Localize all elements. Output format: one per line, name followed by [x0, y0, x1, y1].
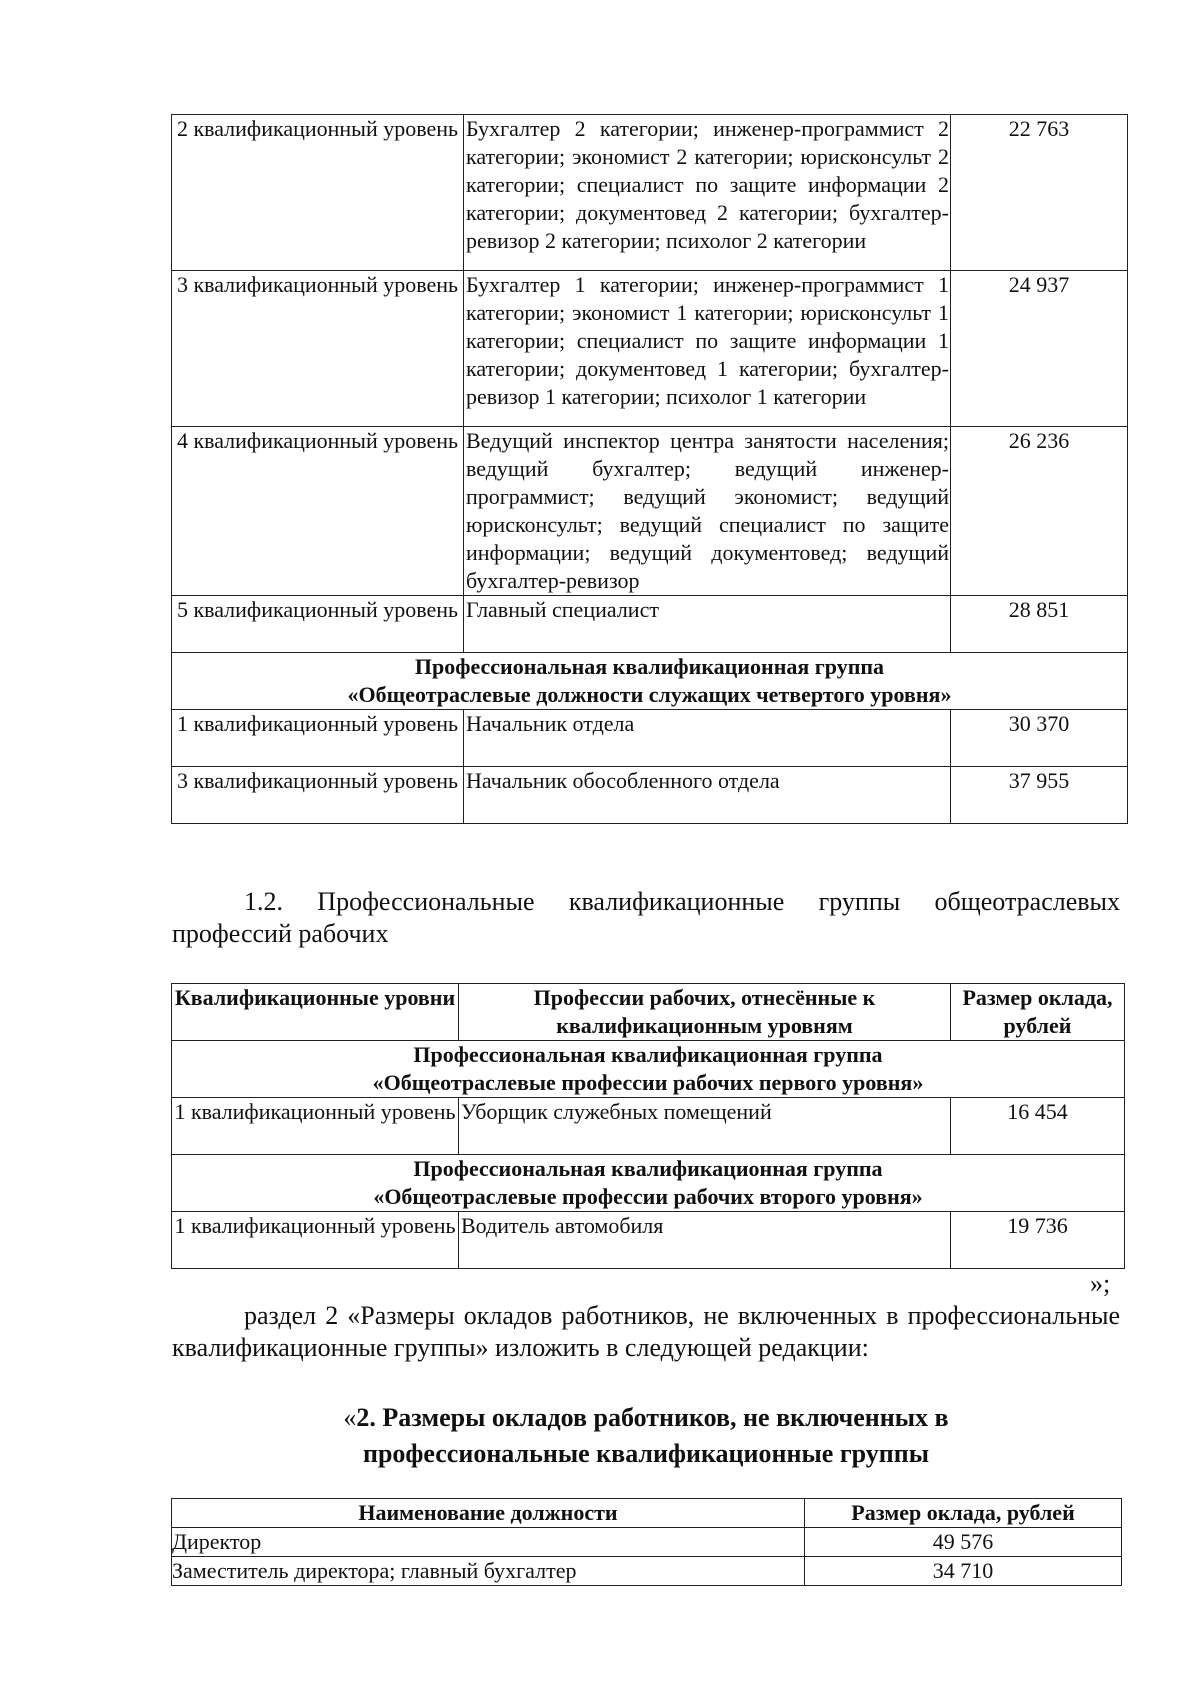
group-title-cell	[172, 1155, 1125, 1212]
salary-cell: 49 576	[805, 1528, 1122, 1557]
level-cell: 2 квалификационный уровень	[172, 115, 464, 271]
table-row	[172, 596, 1128, 653]
group-row	[172, 1041, 1125, 1098]
group-title-cell	[172, 1041, 1125, 1098]
table-row	[172, 1528, 1122, 1557]
paragraph-line: профессий рабочих	[172, 919, 389, 948]
salary-cell: 16 454	[951, 1098, 1125, 1155]
heading-line: профессиональные квалификационные группы	[362, 1439, 930, 1468]
heading-line: 2. Размеры окладов работников, не включенных в	[356, 1403, 949, 1432]
column-header: Размер оклада, рублей	[805, 1499, 1122, 1528]
column-header: Размер оклада, рублей	[951, 984, 1125, 1041]
salary-cell: 19 736	[951, 1212, 1125, 1269]
opening-quote: «	[343, 1403, 357, 1432]
salaries-table	[171, 1498, 1122, 1586]
column-header: Наименование должности	[172, 1499, 805, 1528]
position-name-cell: Директор	[172, 1528, 805, 1557]
header-row	[172, 984, 1125, 1041]
group-title-line: «Общеотраслевые профессии рабочих первого уровня»	[372, 1070, 924, 1095]
salary-cell: 30 370	[951, 710, 1128, 767]
table-row	[172, 1212, 1125, 1269]
positions-cell: Бухгалтер 1 категории; инженер-программист 1 категории; экономист 1 категории; юрисконсульт 1 категории; специалист по защите информации 1 категории; документовед 1 категории; бухгалтер-ревизор 1 категории; психолог 1 категории	[464, 271, 951, 427]
group-title-line: Профессиональная квалификационная группа	[414, 654, 885, 679]
header-row	[172, 1499, 1122, 1528]
closing-quote: »;	[1090, 1269, 1111, 1298]
table-row	[172, 115, 1128, 271]
salary-cell: 34 710	[805, 1557, 1122, 1586]
table-row	[172, 710, 1128, 767]
table-row	[172, 1098, 1125, 1155]
positions-cell: Начальник отдела	[464, 710, 951, 767]
section-2-paragraph	[172, 1300, 1120, 1364]
table-row	[172, 767, 1128, 824]
position-name-cell: Заместитель директора; главный бухгалтер	[172, 1557, 805, 1586]
group-title-line: Профессиональная квалификационная группа	[413, 1042, 883, 1067]
column-header: Квалификационные уровни	[172, 984, 459, 1041]
salary-cell: 22 763	[951, 115, 1128, 271]
positions-cell: Главный специалист	[464, 596, 951, 653]
level-cell: 5 квалификационный уровень	[172, 596, 464, 653]
level-cell: 1 квалификационный уровень	[172, 1098, 459, 1155]
group-title-line: «Общеотраслевые должности служащих четвертого уровня»	[347, 682, 952, 707]
level-cell: 3 квалификационный уровень	[172, 767, 464, 824]
group-row	[172, 653, 1128, 710]
level-cell: 1 квалификационный уровень	[172, 710, 464, 767]
level-cell: 3 квалификационный уровень	[172, 271, 464, 427]
positions-cell: Ведущий инспектор центра занятости населения; ведущий бухгалтер; ведущий инженер-программист; ведущий экономист; ведущий юрисконсульт; ведущий специалист по защите информации; ведущий документовед; ведущий бухгалтер-ревизор	[464, 427, 951, 596]
section-2-heading	[171, 1400, 1121, 1472]
positions-cell: Бухгалтер 2 категории; инженер-программист 2 категории; экономист 2 категории; юрисконсульт 2 категории; специалист по защите информации 2 категории; документовед 2 категории; бухгалтер-ревизор 2 категории; психолог 2 категории	[464, 115, 951, 271]
positions-table-employees	[171, 114, 1128, 824]
section-1-2-paragraph	[172, 886, 1120, 950]
group-title-line: «Общеотраслевые профессии рабочих второго уровня»	[373, 1184, 923, 1209]
salary-cell: 28 851	[951, 596, 1128, 653]
table-row	[172, 1557, 1122, 1586]
salary-cell: 37 955	[951, 767, 1128, 824]
table-row	[172, 271, 1128, 427]
salary-cell: 24 937	[951, 271, 1128, 427]
salary-cell: 26 236	[951, 427, 1128, 596]
profession-cell: Уборщик служебных помещений	[459, 1098, 951, 1155]
group-row	[172, 1155, 1125, 1212]
positions-cell: Начальник обособленного отдела	[464, 767, 951, 824]
level-cell: 1 квалификационный уровень	[172, 1212, 459, 1269]
table-row	[172, 427, 1128, 596]
worker-professions-table	[171, 983, 1125, 1269]
paragraph-text: раздел 2 «Размеры окладов работников, не включенных в профессиональные квалификационные группы» изложить в следующей редакции:	[172, 1301, 1120, 1362]
level-cell: 4 квалификационный уровень	[172, 427, 464, 596]
group-title-line: Профессиональная квалификационная группа	[413, 1156, 883, 1181]
paragraph-line: 1.2. Профессиональные квалификационные группы общеотраслевых	[244, 887, 1120, 916]
group-title-cell	[172, 653, 1128, 710]
profession-cell: Водитель автомобиля	[459, 1212, 951, 1269]
column-header: Профессии рабочих, отнесённые к квалификационным уровням	[459, 984, 951, 1041]
